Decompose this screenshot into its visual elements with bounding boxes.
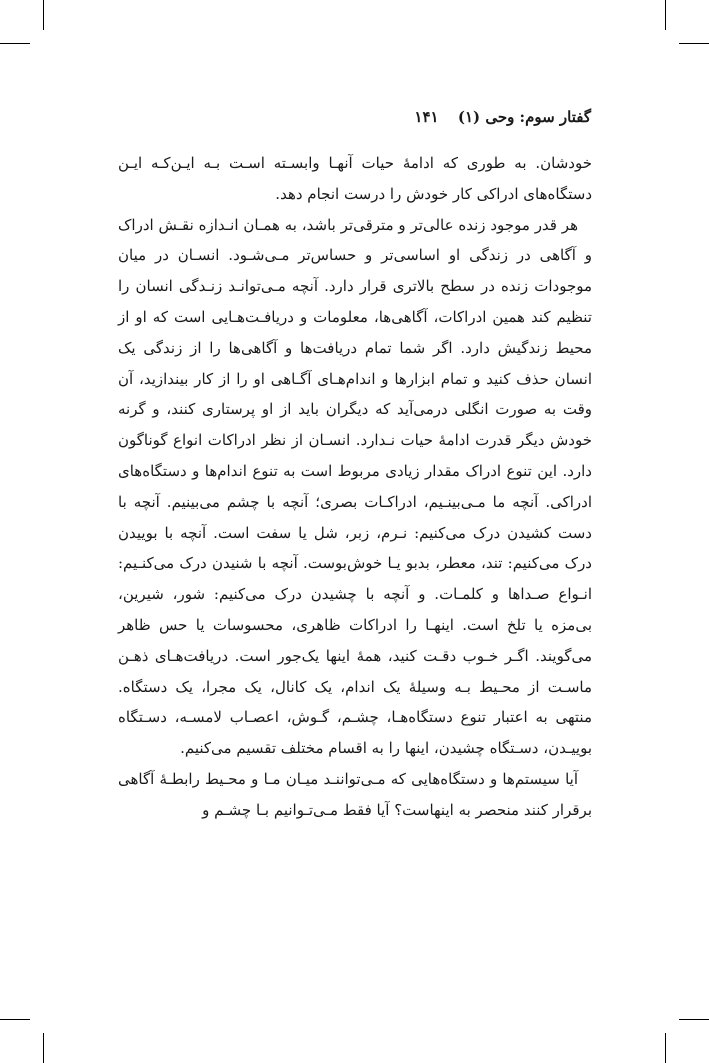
crop-mark-bottom-right-vertical [665, 1033, 666, 1063]
chapter-title: گفتار سوم: وحی (۱) [457, 108, 591, 126]
paragraph-perception: هر قدر موجود زنده عالی‌تر و مترقی‌تر باشد، به همـان انـدازه نقـش ادراک و آگاهی در زندگی او اساسی‌تر و حساس‌تر مـی‌شـود. انسـان در میان موجودات زنده در سطح بالاتری قرار دارد. آنچه مـی‌توانـد زنـدگی انسان را تنظیم کند همین ادراکات، آگاهی‌ها، معلومات و دریافـت‌هـایی است که او از محیط زندگیش دارد. اگر شما تمام دریافت‌ها و آگاهی‌ها را از زندگی یک انسان حذف کنید و تمام ابزارها و اندام‌هـای آگـاهی او را از کار بیندازید، آن وقت به صورت انگلی درمی‌آید که دیگران باید از او پرستاری کنند، و گرنه خودش دیگر قدرت ادامهٔ حیات نـدارد. انسـان از نظر ادراکات انواع گوناگون دارد. این تنوع ادراک مقدار زیادی مربوط است به تنوع اندام‌ها و دستگاه‌های ادراکی. آنچه ما مـی‌بینـیم، ادراکـات بصری؛ آنچه با چشم می‌بینیم. آنچه با دست کشیدن درک می‌کنیم: نـرم، زبر، شل یا سفت است. آنچه با بوییدن درک می‌کنیم: تند، معطر، بدبو یـا خوش‌بوست. آنچه با شنیدن درک می‌کنـیم: انـواع صـداها و کلمـات. و آنچه با چشیدن درک می‌کنیم: شور، شیرین، بی‌مزه یا تلخ است. اینهـا را ادراکات ظاهری، محسوسات یا حس ظاهر می‌گویند. اگـر خـوب دقـت کنید، همهٔ اینها یک‌جور است. دریافت‌هـای ذهـن ماسـت از محـیط بـه وسیلهٔ یک اندام، یک کانال، یک مجرا، یک دستگاه. منتهی به اعتبار تنوع دستگاه‌هـا، چشـم، گـوش، اعصـاب لامسـه، دسـتگاه بوییـدن، دسـتگاه چشیدن، اینها را به اقسام مختلف تقسیم می‌کنیم. [118, 215, 592, 758]
crop-mark-bottom-right-horizontal [679, 1019, 709, 1020]
paragraph-question: آیا سیستم‌ها و دستگاه‌هایی که مـی‌تواننـد میـان مـا و محـیط رابطـهٔ آگاهی برقرار کنند منحصر به اینهاست؟ آیا فقط مـی‌تـوانیم بـا چشـم و [118, 769, 592, 819]
crop-mark-top-right-vertical [665, 0, 666, 30]
crop-mark-bottom-left-horizontal [0, 1019, 30, 1020]
crop-mark-top-left-horizontal [0, 43, 30, 44]
crop-mark-bottom-left-vertical [43, 1033, 44, 1063]
crop-mark-top-left-vertical [43, 0, 44, 30]
crop-mark-top-right-horizontal [679, 43, 709, 44]
running-header [414, 108, 591, 126]
page-number: ۱۴۱ [414, 108, 439, 126]
body-text [118, 148, 592, 826]
paragraph-continuation: خودشان. به طوری که ادامهٔ حیات آنهـا وابسـته اسـت بـه ایـن‌کـه ایـن دستگاه‌های ادراکی کار خودش را درست انجام دهد. [118, 154, 592, 203]
